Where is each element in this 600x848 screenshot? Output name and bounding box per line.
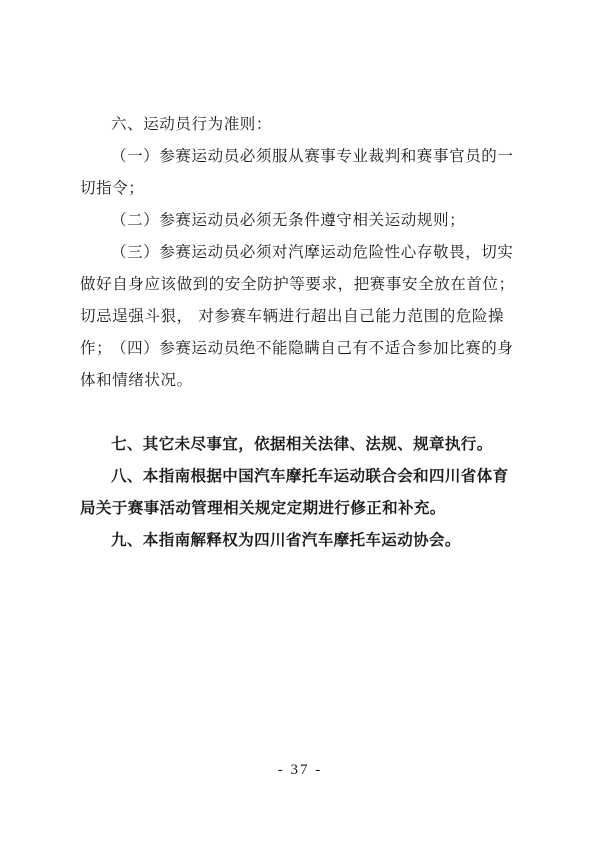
section-9: 九、本指南解释权为四川省汽车摩托车运动协会。 [111,531,461,549]
section-8: 八、本指南根据中国汽车摩托车运动联合会和四川省体育局关于赛事活动管理相关规定定期进行修正和补充。 [80,467,509,517]
section-6-item-3: （三）参赛运动员必须对汽摩运动危险性心存敬畏，切实做好自身应该做到的安全防护等要求，把赛事安全放在首位；切忌逞强斗狠， 对参赛车辆进行超出自己能力范围的危险操作； [80,243,515,357]
section-6-item-4: （四）参赛运动员绝不能隐瞒自己有不适合参加比赛的身体和情绪状况。 [80,339,514,389]
section-6-item-1: （一）参赛运动员必须服从赛事专业裁判和赛事官员的一切指令； [80,147,514,197]
section-6-item-2: （二）参赛运动员必须无条件遵守相关运动规则； [111,211,466,229]
section-7: 七、其它未尽事宜，依据相关法律、法规、规章执行。 [111,435,493,453]
section-6-heading: 六、运动员行为准则： [111,115,273,133]
page-number: - 37 - [277,762,323,778]
